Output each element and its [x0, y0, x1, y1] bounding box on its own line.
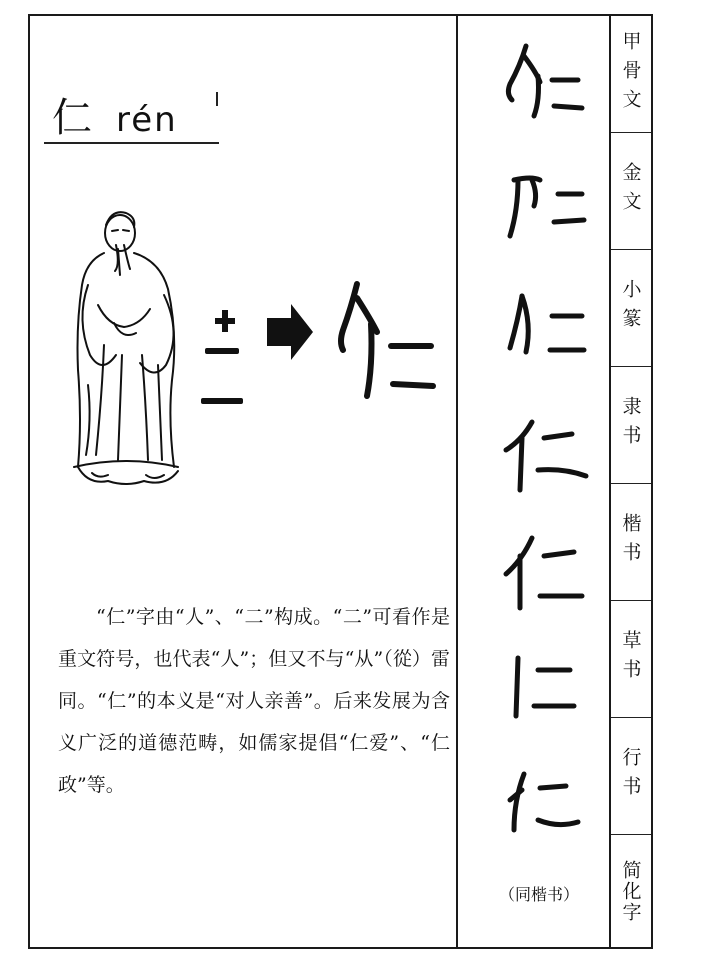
composition-formula-icon: [195, 268, 445, 438]
script-forms-glyphs: [474, 30, 604, 890]
label-xiaozhuan: [611, 250, 651, 367]
xingshu-glyph: [510, 774, 578, 830]
label-text: 简化字: [619, 859, 642, 923]
label-text: 隶书: [619, 396, 642, 454]
heading-tick: [216, 92, 218, 106]
label-text: 行书: [619, 747, 642, 805]
description-paragraph: “仁”字由“人”、“二”构成。“二”可看作是重文符号，也代表“人”；但又不与“从”（從）雷同。“仁”的本义是“对人亲善”。后来发展为含义广泛的道德范畴，如儒家提倡“仁爱”、“仁政”等。: [58, 606, 450, 796]
label-text: 草书: [619, 630, 642, 688]
confucius-illustration: [68, 205, 188, 494]
label-jiaguwen: [611, 16, 651, 133]
character-heading: [52, 86, 178, 143]
formula: [195, 268, 445, 442]
label-text: 金文: [619, 162, 642, 220]
label-text: 小篆: [619, 279, 642, 337]
script-labels-column: [611, 16, 651, 947]
label-text: 甲骨文: [619, 30, 642, 118]
description-text: [58, 596, 450, 806]
kaishu-glyph: [506, 538, 582, 608]
jinwen-glyph: [510, 178, 584, 236]
label-xingshu: [611, 718, 651, 835]
label-text: 楷书: [619, 513, 642, 571]
label-lishu: [611, 367, 651, 484]
caoshu-glyph: [516, 658, 574, 716]
heading-underline: [44, 142, 219, 144]
jiaguwen-glyph: [508, 46, 582, 116]
heading-pinyin: rén: [116, 100, 178, 140]
lishu-glyph: [506, 422, 586, 490]
column-divider: [456, 14, 458, 949]
xiaozhuan-glyph: [510, 296, 584, 352]
simplified-same-note: （同楷书）: [498, 885, 579, 904]
scholar-figure-icon: [68, 205, 188, 490]
label-jinwen: [611, 133, 651, 250]
heading-character: 仁: [52, 95, 94, 141]
label-kaishu: [611, 484, 651, 601]
label-jianhuazi: [611, 835, 651, 947]
script-forms-column: [474, 30, 604, 930]
label-caoshu: [611, 601, 651, 718]
